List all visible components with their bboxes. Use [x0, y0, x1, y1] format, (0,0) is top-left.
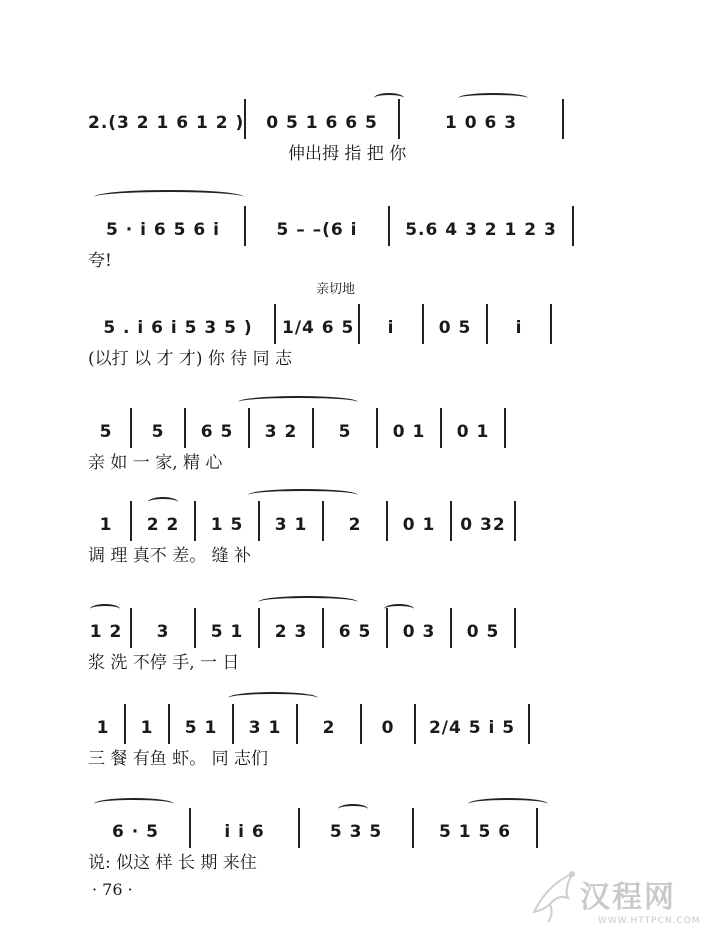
slur [238, 396, 358, 408]
barline [398, 99, 400, 139]
lyric-text: 调 理 真不 差。 缝 补 [88, 546, 252, 566]
score-line-6 [88, 612, 588, 702]
barline [130, 501, 132, 541]
measure: 2 [322, 718, 336, 738]
barline [440, 408, 442, 448]
slur [458, 93, 528, 103]
barline [412, 808, 414, 848]
measure: 5.6 4 3 2 1 2 3 [405, 220, 557, 240]
page-number: · 76 · [92, 880, 133, 899]
measure: 1 0 6 3 [444, 113, 518, 133]
measure: 0 1 [392, 422, 426, 442]
barline [312, 408, 314, 448]
measure: 5 · i 6 5 6 i [106, 220, 220, 240]
score-line-5 [88, 505, 588, 595]
measure: 5 [338, 422, 352, 442]
lyrics-row [88, 848, 588, 874]
score-line-4 [88, 412, 588, 502]
barline [504, 408, 506, 448]
lyrics-row [88, 648, 588, 674]
slur [228, 692, 318, 704]
watermark-brand: 汉程网 [580, 880, 676, 915]
barline [562, 99, 564, 139]
slur [374, 93, 404, 103]
barline [414, 704, 416, 744]
score-line-1 [88, 103, 588, 193]
measure: 5 1 [184, 718, 218, 738]
barline [296, 704, 298, 744]
measure: i [515, 318, 523, 338]
score-line-8 [88, 812, 588, 902]
lyrics-row [88, 448, 588, 474]
lyric-text: 夸! [88, 251, 112, 271]
barline [422, 304, 424, 344]
crane-logo-icon [528, 864, 584, 924]
slur [94, 190, 244, 204]
notes-row [88, 308, 588, 338]
measure: 0 1 [402, 515, 436, 535]
lyrics-row [88, 744, 588, 770]
notes-row [88, 812, 588, 842]
watermark [520, 860, 710, 940]
barline [550, 304, 552, 344]
measure: i i 6 [224, 822, 265, 842]
barline [536, 808, 538, 848]
measure: 5 – –(6 i [276, 220, 358, 240]
measure: i [387, 318, 395, 338]
barline [124, 704, 126, 744]
barline [274, 304, 276, 344]
barline [248, 408, 250, 448]
barline [572, 206, 574, 246]
measure: 1/4 6 5 [282, 318, 355, 338]
measure: 6 5 [200, 422, 234, 442]
measure: 2/4 5 i 5 [428, 718, 516, 738]
lyrics-row [88, 246, 588, 272]
barline [194, 608, 196, 648]
barline [514, 608, 516, 648]
barline [450, 608, 452, 648]
barline [528, 704, 530, 744]
barline [486, 304, 488, 344]
measure: 1 2 [89, 622, 123, 642]
slur [94, 798, 174, 810]
lyric-text: 浆 洗 不停 手, 一 日 [88, 653, 240, 673]
measure: 5 [151, 422, 165, 442]
measure: 1 [140, 718, 154, 738]
barline [184, 408, 186, 448]
barline [358, 304, 360, 344]
lyric-text: 说: 似这 样 长 期 来住 [88, 853, 257, 873]
measure: 2 [348, 515, 362, 535]
lyric-text: 伸出拇 指 把 你 [288, 144, 407, 164]
barline [360, 704, 362, 744]
measure: 3 [156, 622, 170, 642]
barline [244, 206, 246, 246]
measure: 2.(3 2 1 6 1 2 ) [88, 113, 245, 133]
notes-row [88, 708, 588, 738]
score-line-3 [88, 282, 588, 398]
barline [376, 408, 378, 448]
notes-row [88, 210, 588, 240]
barline [388, 206, 390, 246]
watermark-url: WWW.HTTPCN.COM [598, 916, 701, 926]
barline [130, 608, 132, 648]
measure: 5 3 5 [329, 822, 383, 842]
score-line-7 [88, 708, 588, 798]
measure: 3 1 [274, 515, 308, 535]
barline [232, 704, 234, 744]
expression-mark: 亲切地 [316, 282, 356, 297]
barline [130, 408, 132, 448]
measure: 1 [99, 515, 113, 535]
measure: 6 · 5 [112, 822, 159, 842]
measure: 0 1 [456, 422, 490, 442]
measure: 1 5 [210, 515, 244, 535]
measure: 0 5 1 6 6 5 [266, 113, 378, 133]
barline [194, 501, 196, 541]
barline [189, 808, 191, 848]
notes-row [88, 612, 588, 642]
barline [258, 608, 260, 648]
measure: 0 32 [460, 515, 506, 535]
lyric-text: (以打 以 才 才) 你 待 同 志 [88, 349, 293, 369]
measure: 0 3 [402, 622, 436, 642]
measure: 0 [381, 718, 395, 738]
notes-row [88, 505, 588, 535]
measure: 1 [96, 718, 110, 738]
measure: 5 1 [210, 622, 244, 642]
measure: 5 [99, 422, 113, 442]
measure: 2 3 [274, 622, 308, 642]
slur [258, 596, 358, 608]
measure: 3 2 [264, 422, 298, 442]
measure: 2 2 [146, 515, 180, 535]
lyrics-row [88, 344, 588, 370]
barline [322, 501, 324, 541]
measure: 0 5 [438, 318, 472, 338]
notes-row [88, 412, 588, 442]
measure: 3 1 [248, 718, 282, 738]
measure: 5 . i 6 i 5 3 5 ) [103, 318, 253, 338]
barline [244, 99, 246, 139]
lyrics-row [88, 139, 588, 165]
barline [450, 501, 452, 541]
measure: 0 5 [466, 622, 500, 642]
measure: 5 1 5 6 [438, 822, 512, 842]
barline [258, 501, 260, 541]
lyrics-row [88, 541, 588, 567]
slur [248, 489, 358, 501]
barline [168, 704, 170, 744]
lyric-text: 三 餐 有鱼 虾。 同 志们 [88, 749, 269, 769]
barline [386, 608, 388, 648]
measure: 6 5 [338, 622, 372, 642]
lyric-text: 亲 如 一 家, 精 心 [88, 453, 223, 473]
notes-row [88, 103, 588, 133]
barline [298, 808, 300, 848]
barline [322, 608, 324, 648]
barline [386, 501, 388, 541]
barline [514, 501, 516, 541]
